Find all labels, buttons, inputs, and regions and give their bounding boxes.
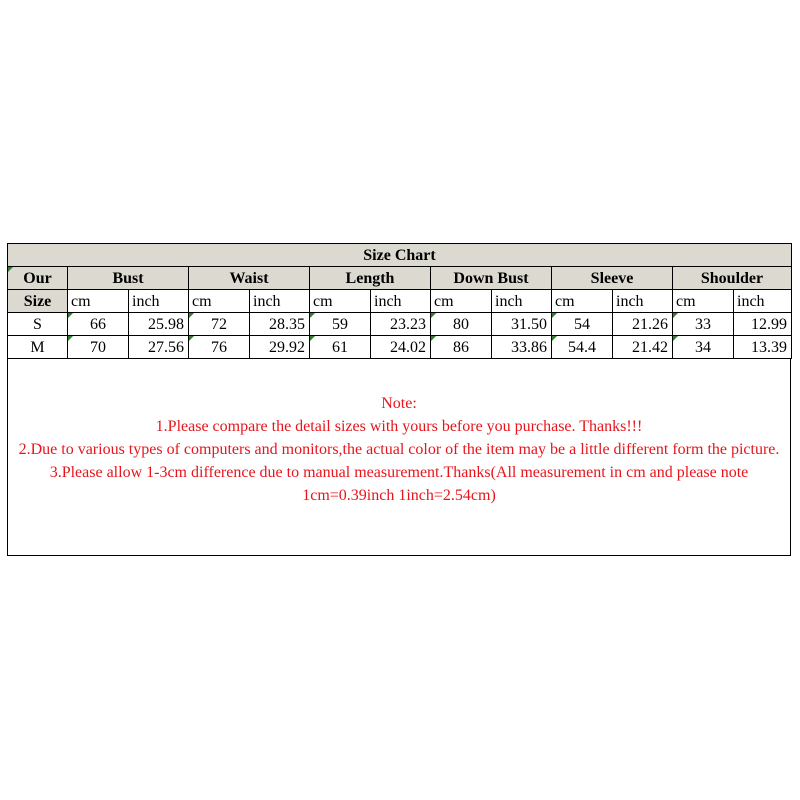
cell-length-inch: 24.02 (371, 336, 431, 359)
cell-waist-cm: 76 (189, 336, 250, 359)
unit-inch: inch (371, 290, 431, 313)
cell-length-inch: 23.23 (371, 313, 431, 336)
cell-length-cm: 61 (310, 336, 371, 359)
cell-bust-inch: 27.56 (129, 336, 189, 359)
cell-sleeve-inch: 21.42 (613, 336, 673, 359)
cell-down-bust-inch: 33.86 (492, 336, 552, 359)
size-header-top: Our (8, 267, 68, 290)
measure-header-bust: Bust (68, 267, 189, 290)
size-label: S (8, 313, 68, 336)
unit-cm: cm (189, 290, 250, 313)
measure-header-length: Length (310, 267, 431, 290)
unit-inch: inch (734, 290, 792, 313)
measure-header-waist: Waist (189, 267, 310, 290)
measure-header-sleeve: Sleeve (552, 267, 673, 290)
notes-content (8, 358, 790, 507)
notes-box (7, 358, 791, 556)
cell-waist-cm: 72 (189, 313, 250, 336)
unit-inch: inch (250, 290, 310, 313)
cell-shoulder-inch: 13.39 (734, 336, 792, 359)
unit-cm: cm (431, 290, 492, 313)
size-chart-table (7, 243, 792, 359)
unit-inch: inch (129, 290, 189, 313)
cell-sleeve-cm: 54.4 (552, 336, 613, 359)
notes-heading: Note: (381, 395, 417, 412)
cell-bust-cm: 70 (68, 336, 129, 359)
cell-shoulder-cm: 33 (673, 313, 734, 336)
size-label: M (8, 336, 68, 359)
unit-cm: cm (310, 290, 371, 313)
unit-cm: cm (673, 290, 734, 313)
unit-inch: inch (613, 290, 673, 313)
cell-down-bust-cm: 80 (431, 313, 492, 336)
cell-down-bust-inch: 31.50 (492, 313, 552, 336)
cell-down-bust-cm: 86 (431, 336, 492, 359)
cell-shoulder-inch: 12.99 (734, 313, 792, 336)
cell-sleeve-inch: 21.26 (613, 313, 673, 336)
cell-shoulder-cm: 34 (673, 336, 734, 359)
cell-bust-cm: 66 (68, 313, 129, 336)
cell-waist-inch: 28.35 (250, 313, 310, 336)
note-line-2: 2.Due to various types of computers and monitors,the actual color of the item may be a little different form the picture. (18, 441, 780, 458)
unit-cm: cm (68, 290, 129, 313)
cell-sleeve-cm: 54 (552, 313, 613, 336)
measure-header-shoulder: Shoulder (673, 267, 792, 290)
unit-cm: cm (552, 290, 613, 313)
note-line-3: 3.Please allow 1-3cm difference due to manual measurement.Thanks(All measurement in cm and please note 1cm=0.39inch 1inch=2.54cm) (49, 464, 749, 504)
unit-inch: inch (492, 290, 552, 313)
size-chart (7, 243, 791, 359)
note-line-1: 1.Please compare the detail sizes with yours before you purchase. Thanks!!! (155, 418, 643, 435)
table-row (8, 336, 792, 359)
measure-header-down-bust: Down Bust (431, 267, 552, 290)
chart-title: Size Chart (8, 244, 792, 267)
cell-bust-inch: 25.98 (129, 313, 189, 336)
cell-waist-inch: 29.92 (250, 336, 310, 359)
size-header-bottom: Size (8, 290, 68, 313)
table-row (8, 313, 792, 336)
cell-length-cm: 59 (310, 313, 371, 336)
